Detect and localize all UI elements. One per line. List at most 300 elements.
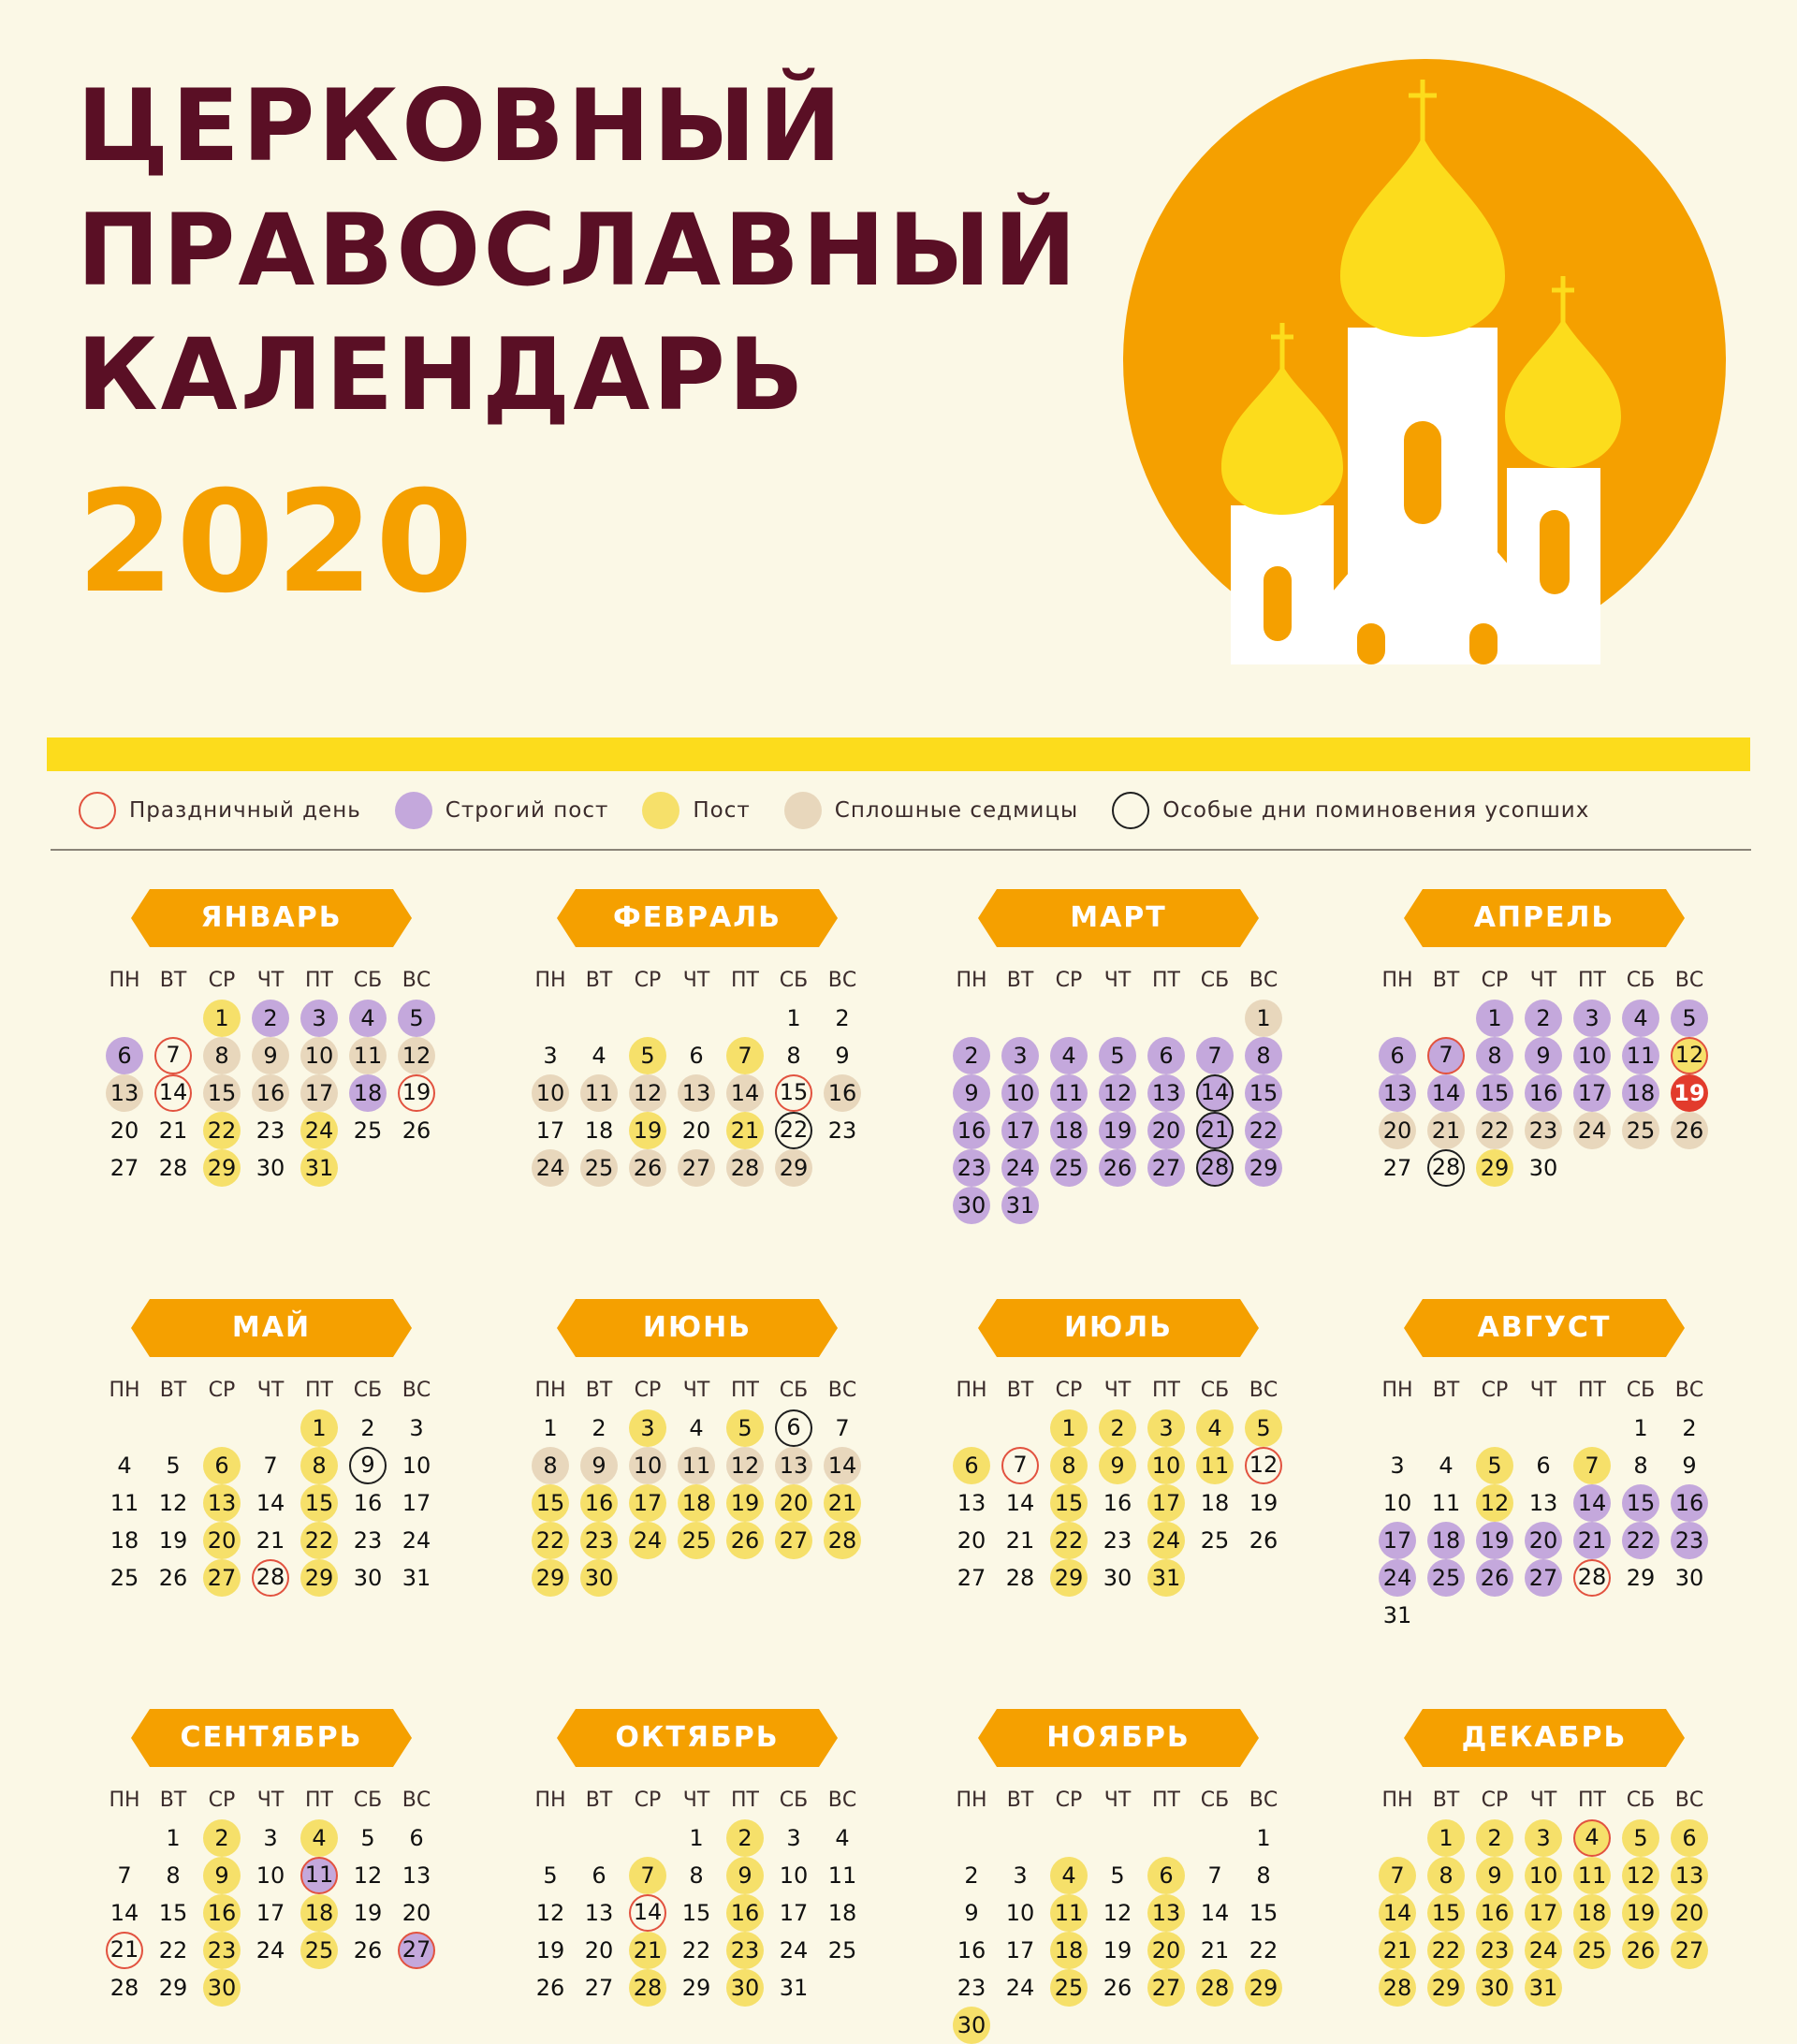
legend-label: Праздничный день bbox=[129, 798, 361, 823]
day-cell bbox=[818, 1819, 867, 1857]
day-cell bbox=[1470, 1969, 1519, 2007]
weekday-label: ПН bbox=[1381, 969, 1413, 992]
day-cell bbox=[295, 1857, 343, 1894]
day-cell bbox=[1373, 1112, 1422, 1149]
day-cell bbox=[1616, 1484, 1665, 1522]
weekday-label: ЧТ bbox=[1529, 969, 1557, 992]
empty-cell bbox=[947, 1000, 996, 1037]
day-cell bbox=[1045, 1857, 1093, 1894]
day-number: 18 bbox=[584, 1117, 614, 1144]
day-cell bbox=[246, 1037, 295, 1074]
month-banner bbox=[557, 889, 838, 947]
empty-cell bbox=[721, 1000, 769, 1037]
day-cell bbox=[149, 1969, 197, 2007]
day-cell bbox=[1239, 1409, 1288, 1447]
day-number: 20 bbox=[1147, 1112, 1185, 1149]
day-cell bbox=[721, 1409, 769, 1447]
day-number: 9 bbox=[1682, 1453, 1697, 1479]
day-cell bbox=[996, 1074, 1045, 1112]
day-cell bbox=[575, 1409, 623, 1447]
day-cell bbox=[1568, 1932, 1616, 1969]
day-cell bbox=[769, 1894, 818, 1932]
legend-label: Особые дни поминовения усопших bbox=[1162, 798, 1590, 823]
day-number: 31 bbox=[1525, 1969, 1562, 2007]
day-number: 21 bbox=[106, 1932, 143, 1969]
day-cell bbox=[672, 1037, 721, 1074]
day-cell bbox=[1422, 1037, 1470, 1074]
day-number: 31 bbox=[1382, 1602, 1412, 1628]
day-cell bbox=[1191, 1522, 1239, 1559]
empty-cell bbox=[1470, 1409, 1519, 1447]
day-number: 24 bbox=[1001, 1149, 1039, 1187]
day-number: 27 bbox=[678, 1149, 715, 1187]
day-number: 20 bbox=[584, 1937, 614, 1964]
weekday-label: СР bbox=[1481, 1788, 1509, 1812]
day-number: 11 bbox=[300, 1857, 338, 1894]
day-number: 6 bbox=[203, 1447, 241, 1484]
month-grid bbox=[947, 962, 1296, 1224]
day-number: 5 bbox=[1099, 1037, 1136, 1074]
day-cell bbox=[343, 1932, 392, 1969]
day-number: 13 bbox=[1528, 1490, 1558, 1516]
day-number: 8 bbox=[1427, 1857, 1465, 1894]
weekday-label: ЧТ bbox=[1103, 969, 1132, 992]
day-number: 24 bbox=[1525, 1932, 1562, 1969]
day-cell bbox=[1142, 1522, 1191, 1559]
day-cell bbox=[721, 1447, 769, 1484]
day-number: 14 bbox=[629, 1894, 666, 1932]
day-number: 29 bbox=[1626, 1565, 1656, 1591]
day-number: 23 bbox=[827, 1117, 857, 1144]
day-number: 19 bbox=[1622, 1894, 1659, 1932]
day-cell bbox=[1045, 1484, 1093, 1522]
day-cell bbox=[149, 1932, 197, 1969]
day-cell bbox=[672, 1969, 721, 2007]
day-cell bbox=[672, 1894, 721, 1932]
day-cell bbox=[100, 1484, 149, 1522]
day-number: 30 bbox=[953, 2007, 990, 2044]
title-line-3: КАЛЕНДАРЬ bbox=[77, 317, 807, 432]
day-cell bbox=[1045, 1112, 1093, 1149]
day-number: 20 bbox=[681, 1117, 711, 1144]
day-number: 29 bbox=[681, 1975, 711, 2001]
day-number: 8 bbox=[300, 1447, 338, 1484]
day-cell bbox=[818, 1037, 867, 1074]
day-cell bbox=[623, 1037, 672, 1074]
day-cell bbox=[526, 1559, 575, 1597]
day-number: 24 bbox=[1005, 1975, 1035, 2001]
empty-cell bbox=[246, 1409, 295, 1447]
day-number: 14 bbox=[1196, 1074, 1234, 1112]
day-number: 28 bbox=[1573, 1559, 1611, 1597]
weekday-label: СБ bbox=[779, 1788, 809, 1812]
day-number: 2 bbox=[360, 1415, 375, 1441]
month-name: ФЕВРАЛЬ bbox=[612, 901, 782, 934]
day-cell bbox=[1422, 1559, 1470, 1597]
day-cell bbox=[343, 1522, 392, 1559]
weekday-label: СР bbox=[208, 1788, 236, 1812]
day-number: 23 bbox=[1671, 1522, 1708, 1559]
day-number: 8 bbox=[166, 1862, 181, 1889]
day-number: 12 bbox=[158, 1490, 188, 1516]
day-cell bbox=[623, 1969, 672, 2007]
day-number: 7 bbox=[263, 1453, 278, 1479]
day-cell bbox=[1239, 1522, 1288, 1559]
day-cell bbox=[1093, 1894, 1142, 1932]
day-cell bbox=[1665, 1484, 1714, 1522]
day-cell bbox=[392, 1857, 441, 1894]
day-number: 20 bbox=[957, 1527, 986, 1554]
day-cell bbox=[295, 1409, 343, 1447]
day-cell bbox=[1191, 1484, 1239, 1522]
empty-cell bbox=[1373, 1819, 1422, 1857]
day-number: 14 bbox=[1200, 1900, 1230, 1926]
day-cell bbox=[1239, 1484, 1288, 1522]
day-number: 27 bbox=[1147, 1149, 1185, 1187]
day-cell bbox=[526, 1447, 575, 1484]
day-cell bbox=[526, 1522, 575, 1559]
day-cell bbox=[295, 1447, 343, 1484]
month-name: ЯНВАРЬ bbox=[200, 901, 343, 934]
holiday-marker-icon bbox=[79, 792, 116, 829]
day-cell bbox=[295, 1112, 343, 1149]
day-number: 11 bbox=[349, 1037, 387, 1074]
day-number: 31 bbox=[779, 1975, 809, 2001]
day-number: 10 bbox=[300, 1037, 338, 1074]
day-number: 13 bbox=[1671, 1857, 1708, 1894]
day-number: 22 bbox=[300, 1522, 338, 1559]
day-cell bbox=[818, 1000, 867, 1037]
day-number: 30 bbox=[1103, 1565, 1132, 1591]
day-cell bbox=[1470, 1932, 1519, 1969]
day-cell bbox=[1191, 1112, 1239, 1149]
day-cell bbox=[996, 1484, 1045, 1522]
day-number: 8 bbox=[1633, 1453, 1648, 1479]
day-number: 29 bbox=[1050, 1559, 1088, 1597]
day-cell bbox=[672, 1074, 721, 1112]
day-number: 7 bbox=[1001, 1447, 1039, 1484]
day-number: 3 bbox=[543, 1043, 558, 1069]
weekday-label: ПН bbox=[956, 969, 987, 992]
day-cell bbox=[526, 1932, 575, 1969]
day-cell bbox=[1519, 1447, 1568, 1484]
day-cell bbox=[1568, 1074, 1616, 1112]
day-number: 24 bbox=[779, 1937, 809, 1964]
weekday-label: ВТ bbox=[585, 1788, 613, 1812]
day-number: 14 bbox=[726, 1074, 764, 1112]
day-cell bbox=[392, 1522, 441, 1559]
day-number: 12 bbox=[398, 1037, 435, 1074]
day-cell bbox=[246, 1522, 295, 1559]
day-number: 4 bbox=[1050, 1037, 1088, 1074]
day-cell bbox=[246, 1484, 295, 1522]
empty-cell bbox=[100, 1409, 149, 1447]
strict-fast-marker-icon bbox=[395, 792, 432, 829]
fast-marker-icon bbox=[642, 792, 679, 829]
day-cell bbox=[672, 1484, 721, 1522]
weekday-label: ВТ bbox=[159, 1379, 187, 1402]
day-number: 21 bbox=[1196, 1112, 1234, 1149]
day-cell bbox=[295, 1559, 343, 1597]
day-cell bbox=[526, 1857, 575, 1894]
legend-label: Сплошные седмицы bbox=[834, 798, 1079, 823]
day-number: 5 bbox=[629, 1037, 666, 1074]
day-number: 20 bbox=[775, 1484, 812, 1522]
day-cell bbox=[1239, 1969, 1288, 2007]
day-cell bbox=[1470, 1819, 1519, 1857]
day-number: 27 bbox=[203, 1559, 241, 1597]
day-cell bbox=[1519, 1894, 1568, 1932]
weekday-label: СБ bbox=[1626, 1788, 1656, 1812]
day-cell bbox=[100, 1522, 149, 1559]
day-number: 20 bbox=[402, 1900, 431, 1926]
day-cell bbox=[996, 1187, 1045, 1224]
weekday-label: ВТ bbox=[585, 1379, 613, 1402]
day-number: 17 bbox=[1147, 1484, 1185, 1522]
day-cell bbox=[947, 1074, 996, 1112]
day-cell bbox=[1373, 1037, 1422, 1074]
month-name: ИЮНЬ bbox=[642, 1311, 752, 1344]
day-cell bbox=[246, 1819, 295, 1857]
day-number: 28 bbox=[1005, 1565, 1035, 1591]
day-cell bbox=[1470, 1447, 1519, 1484]
day-cell bbox=[769, 1149, 818, 1187]
day-number: 23 bbox=[353, 1527, 383, 1554]
day-number: 30 bbox=[256, 1155, 285, 1181]
day-cell bbox=[721, 1819, 769, 1857]
day-cell bbox=[947, 1037, 996, 1074]
weekday-label: ПТ bbox=[1578, 969, 1606, 992]
day-number: 14 bbox=[154, 1074, 192, 1112]
day-number: 5 bbox=[1110, 1862, 1125, 1889]
day-number: 5 bbox=[1671, 1000, 1708, 1037]
day-cell bbox=[672, 1409, 721, 1447]
day-number: 10 bbox=[1147, 1447, 1185, 1484]
day-number: 6 bbox=[953, 1447, 990, 1484]
weekday-label: ВТ bbox=[585, 969, 613, 992]
day-cell bbox=[1568, 1447, 1616, 1484]
day-number: 27 bbox=[1525, 1559, 1562, 1597]
day-cell bbox=[1191, 1447, 1239, 1484]
day-number: 29 bbox=[532, 1559, 569, 1597]
memorial-marker-icon bbox=[1112, 792, 1149, 829]
day-number: 17 bbox=[629, 1484, 666, 1522]
day-cell bbox=[947, 1894, 996, 1932]
day-cell bbox=[1045, 1149, 1093, 1187]
month-grid bbox=[947, 1372, 1296, 1597]
day-number: 2 bbox=[964, 1862, 979, 1889]
day-cell bbox=[575, 1969, 623, 2007]
day-cell bbox=[295, 1000, 343, 1037]
day-cell bbox=[721, 1149, 769, 1187]
day-cell bbox=[623, 1447, 672, 1484]
month-2 bbox=[519, 889, 875, 1187]
day-number: 23 bbox=[256, 1117, 285, 1144]
day-cell bbox=[996, 1969, 1045, 2007]
legend-holiday bbox=[79, 792, 361, 829]
day-cell bbox=[947, 1447, 996, 1484]
day-cell bbox=[1142, 1857, 1191, 1894]
empty-cell bbox=[1093, 1000, 1142, 1037]
day-number: 26 bbox=[535, 1975, 565, 2001]
day-cell bbox=[818, 1857, 867, 1894]
day-number: 26 bbox=[1622, 1932, 1659, 1969]
weekday-label: ЧТ bbox=[256, 1788, 285, 1812]
day-cell bbox=[149, 1559, 197, 1597]
day-cell bbox=[947, 2007, 996, 2044]
day-cell bbox=[1239, 1819, 1288, 1857]
weekday-label: СР bbox=[634, 1379, 662, 1402]
day-cell bbox=[1616, 1447, 1665, 1484]
day-number: 13 bbox=[106, 1074, 143, 1112]
day-cell bbox=[672, 1932, 721, 1969]
weekday-label: ПТ bbox=[305, 1379, 333, 1402]
day-number: 13 bbox=[678, 1074, 715, 1112]
day-number: 19 bbox=[158, 1527, 188, 1554]
day-cell bbox=[721, 1857, 769, 1894]
month-9 bbox=[94, 1709, 449, 2007]
day-cell bbox=[246, 1932, 295, 1969]
day-cell bbox=[672, 1819, 721, 1857]
day-cell bbox=[197, 1969, 246, 2007]
day-cell bbox=[1191, 1149, 1239, 1187]
weekday-label: СБ bbox=[1626, 969, 1656, 992]
day-cell bbox=[818, 1522, 867, 1559]
day-number: 3 bbox=[409, 1415, 424, 1441]
day-cell bbox=[672, 1857, 721, 1894]
day-cell bbox=[1519, 1522, 1568, 1559]
divider-line bbox=[51, 849, 1751, 851]
day-number: 26 bbox=[1249, 1527, 1278, 1554]
day-number: 15 bbox=[532, 1484, 569, 1522]
day-number: 29 bbox=[1427, 1969, 1465, 2007]
empty-cell bbox=[1519, 1409, 1568, 1447]
empty-cell bbox=[1142, 1000, 1191, 1037]
day-number: 24 bbox=[532, 1149, 569, 1187]
day-number: 13 bbox=[1147, 1074, 1185, 1112]
weekday-label: ПТ bbox=[1152, 1379, 1180, 1402]
day-number: 4 bbox=[1050, 1857, 1088, 1894]
empty-cell bbox=[1045, 1000, 1093, 1037]
day-cell bbox=[197, 1037, 246, 1074]
weekday-label: СР bbox=[208, 1379, 236, 1402]
day-number: 28 bbox=[158, 1155, 188, 1181]
day-number: 17 bbox=[1005, 1937, 1035, 1964]
day-number: 8 bbox=[203, 1037, 241, 1074]
day-cell bbox=[1470, 1149, 1519, 1187]
day-cell bbox=[721, 1969, 769, 2007]
day-cell bbox=[526, 1149, 575, 1187]
day-cell bbox=[1373, 1932, 1422, 1969]
day-number: 2 bbox=[252, 1000, 289, 1037]
day-cell bbox=[526, 1074, 575, 1112]
day-number: 18 bbox=[827, 1900, 857, 1926]
weekday-label: ПТ bbox=[305, 1788, 333, 1812]
day-number: 10 bbox=[629, 1447, 666, 1484]
day-number: 14 bbox=[824, 1447, 861, 1484]
day-number: 22 bbox=[1249, 1937, 1278, 1964]
divider-bar bbox=[47, 737, 1750, 771]
day-cell bbox=[575, 1112, 623, 1149]
day-cell bbox=[343, 1409, 392, 1447]
day-cell bbox=[996, 1112, 1045, 1149]
day-cell bbox=[197, 1074, 246, 1112]
day-cell bbox=[526, 1969, 575, 2007]
day-cell bbox=[1045, 1409, 1093, 1447]
day-cell bbox=[1191, 1932, 1239, 1969]
legend-label: Строгий пост bbox=[445, 798, 609, 823]
day-cell bbox=[1142, 1409, 1191, 1447]
day-number: 5 bbox=[360, 1825, 375, 1851]
day-cell bbox=[1616, 1819, 1665, 1857]
month-banner bbox=[1404, 1299, 1685, 1357]
empty-cell bbox=[1045, 1819, 1093, 1857]
day-cell bbox=[1616, 1857, 1665, 1894]
day-number: 4 bbox=[1573, 1819, 1611, 1857]
day-cell bbox=[1373, 1894, 1422, 1932]
day-number: 25 bbox=[1050, 1149, 1088, 1187]
day-number: 2 bbox=[1099, 1409, 1136, 1447]
day-number: 18 bbox=[1622, 1074, 1659, 1112]
day-number: 6 bbox=[1536, 1453, 1551, 1479]
day-cell bbox=[575, 1894, 623, 1932]
day-number: 18 bbox=[300, 1894, 338, 1932]
month-grid bbox=[526, 962, 875, 1187]
day-cell bbox=[721, 1074, 769, 1112]
day-number: 12 bbox=[629, 1074, 666, 1112]
weekday-label: СБ bbox=[779, 969, 809, 992]
day-number: 5 bbox=[398, 1000, 435, 1037]
day-number: 10 bbox=[532, 1074, 569, 1112]
day-number: 31 bbox=[300, 1149, 338, 1187]
day-number: 12 bbox=[1622, 1857, 1659, 1894]
day-number: 28 bbox=[1196, 1969, 1234, 2007]
day-number: 29 bbox=[158, 1975, 188, 2001]
day-cell bbox=[1470, 1112, 1519, 1149]
month-8 bbox=[1366, 1299, 1722, 1634]
day-number: 26 bbox=[1099, 1149, 1136, 1187]
day-number: 25 bbox=[353, 1117, 383, 1144]
day-cell bbox=[392, 1484, 441, 1522]
weekday-label: ВС bbox=[402, 1379, 431, 1402]
day-number: 13 bbox=[1379, 1074, 1416, 1112]
weekday-label: СР bbox=[1481, 969, 1509, 992]
day-cell bbox=[100, 1074, 149, 1112]
day-cell bbox=[818, 1894, 867, 1932]
day-number: 10 bbox=[1005, 1900, 1035, 1926]
day-number: 22 bbox=[203, 1112, 241, 1149]
day-number: 29 bbox=[300, 1559, 338, 1597]
day-number: 4 bbox=[592, 1043, 606, 1069]
day-number: 22 bbox=[1245, 1112, 1282, 1149]
day-cell bbox=[1568, 1484, 1616, 1522]
month-name: АПРЕЛЬ bbox=[1473, 901, 1615, 934]
day-cell bbox=[1665, 1037, 1714, 1074]
month-name: НОЯБРЬ bbox=[1046, 1721, 1191, 1754]
day-cell bbox=[100, 1969, 149, 2007]
day-number: 23 bbox=[957, 1975, 986, 2001]
day-number: 26 bbox=[353, 1937, 383, 1964]
day-number: 3 bbox=[1390, 1453, 1405, 1479]
day-number: 21 bbox=[1427, 1112, 1465, 1149]
day-cell bbox=[149, 1074, 197, 1112]
weekday-label: ПН bbox=[956, 1788, 987, 1812]
day-number: 31 bbox=[402, 1565, 431, 1591]
day-cell bbox=[343, 1857, 392, 1894]
weekday-label: ВТ bbox=[1432, 969, 1460, 992]
month-10 bbox=[519, 1709, 875, 2007]
day-cell bbox=[947, 1969, 996, 2007]
